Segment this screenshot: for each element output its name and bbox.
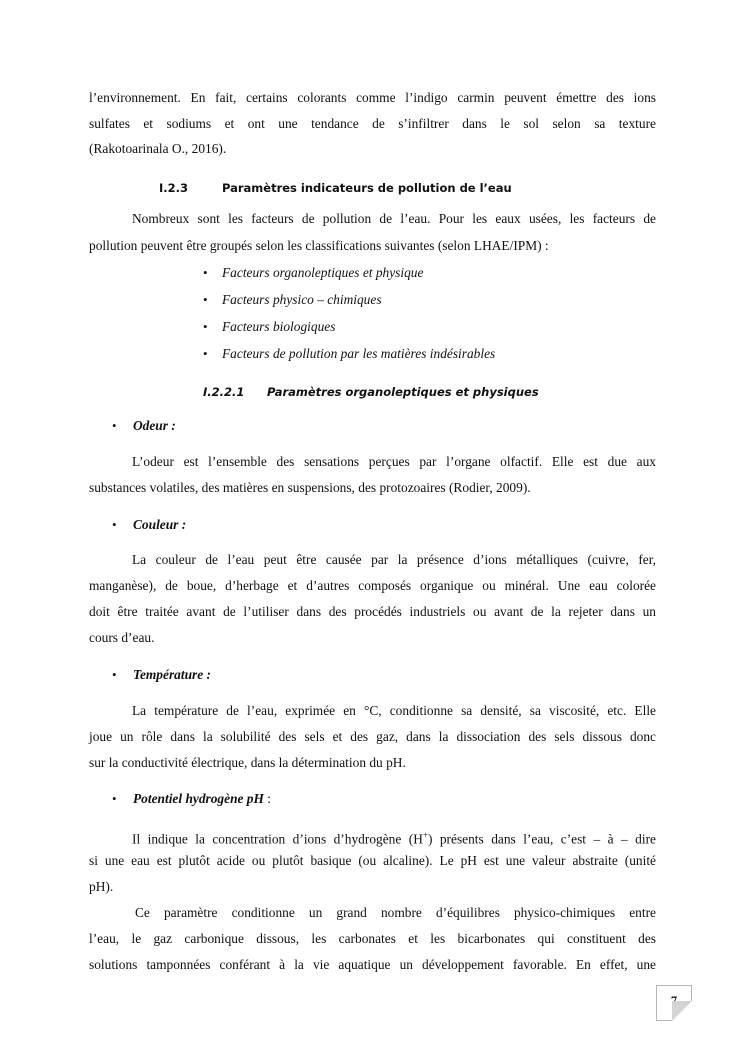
ph-label-suffix: :	[263, 791, 271, 806]
ph-text: Il indique la concentration d’ions d’hydrogène (H	[132, 831, 423, 847]
bullet-icon: •	[112, 517, 117, 532]
paragraph-line: solutions tamponnées conférant à la vie aquatique un développement favorable. En effet, une	[89, 957, 656, 972]
section-number: I.2.3	[159, 181, 189, 195]
paragraph-line: joue un rôle dans la solubilité des sels et des gaz, dans la dissociation des sels dissous donc	[89, 729, 656, 744]
paragraph-line: substances volatiles, des matières en suspensions, des protozoaires (Rodier, 2009).	[89, 480, 531, 495]
paragraph-line: pollution peuvent être groupés selon les classifications suivantes (selon LHAE/IPM) :	[89, 238, 549, 253]
page-curl-icon	[672, 1001, 692, 1021]
paragraph-line: manganèse), de boue, d’herbage et d’autres composés organique ou minéral. Une eau colorée	[89, 578, 656, 593]
ph-label	[133, 790, 433, 808]
bullet-icon: •	[203, 319, 208, 334]
paragraph-line: Nombreux sont les facteurs de pollution de l’eau. Pour les eaux usées, les facteurs de	[132, 211, 656, 226]
superscript: +	[422, 830, 428, 840]
list-item: Facteurs physico – chimiques	[222, 292, 382, 307]
list-item: Facteurs de pollution par les matières indésirables	[222, 346, 496, 361]
bullet-icon: •	[112, 667, 117, 682]
paragraph-line: l’environnement. En fait, certains colorants comme l’indigo carmin peuvent émettre des ions	[89, 90, 656, 105]
subsection-title: Paramètres organoleptiques et physiques	[267, 385, 539, 399]
bullet-icon: •	[203, 346, 208, 361]
ph-label-text: Potentiel hydrogène pH	[133, 791, 264, 806]
paragraph-line: Ce paramètre conditionne un grand nombre d’équilibres physico-chimiques entre	[135, 905, 656, 920]
paragraph-line: doit être traitée avant de l’utiliser dans des procédés industriels ou avant de la rejeter dans un	[89, 604, 656, 619]
odeur-label: Odeur :	[133, 418, 176, 433]
paragraph-line: sur la conductivité électrique, dans la détermination du pH.	[89, 755, 406, 770]
temperature-label: Température :	[133, 667, 211, 682]
paragraph-line: cours d’eau.	[89, 630, 155, 645]
list-item: Facteurs organoleptiques et physique	[222, 265, 424, 280]
paragraph-line: L’odeur est l’ensemble des sensations perçues par l’organe olfactif. Elle est due aux	[132, 454, 656, 469]
paragraph-line: pH).	[89, 879, 114, 894]
page-number-box	[656, 985, 692, 1021]
paragraph-line: si une eau est plutôt acide ou plutôt basique (ou alcaline). Le pH est une valeur abstraite (unité	[89, 853, 656, 868]
subsection-number: I.2.2.1	[203, 385, 245, 399]
page-number: 7	[670, 994, 678, 1008]
paragraph-line: (Rakotoarinala O., 2016).	[89, 141, 227, 156]
bullet-icon: •	[203, 265, 208, 280]
bullet-icon: •	[203, 292, 208, 307]
paragraph-line: sulfates et sodiums et ont une tendance de s’infiltrer dans le sol selon sa texture	[89, 116, 656, 131]
section-title: Paramètres indicateurs de pollution de l’eau	[222, 181, 512, 195]
paragraph-line	[132, 826, 656, 848]
bullet-icon: •	[112, 418, 117, 433]
paragraph-line: l’eau, le gaz carbonique dissous, les carbonates et les bicarbonates qui constituent des	[89, 931, 656, 946]
bullet-icon: •	[112, 791, 117, 806]
list-item: Facteurs biologiques	[222, 319, 336, 334]
paragraph-line: La couleur de l’eau peut être causée par la présence d’ions métalliques (cuivre, fer,	[132, 552, 656, 567]
couleur-label: Couleur :	[133, 517, 187, 532]
paragraph-line: La température de l’eau, exprimée en °C, conditionne sa densité, sa viscosité, etc. Elle	[132, 703, 656, 718]
ph-text: ) présents dans l’eau, c’est – à – dire	[427, 831, 656, 847]
